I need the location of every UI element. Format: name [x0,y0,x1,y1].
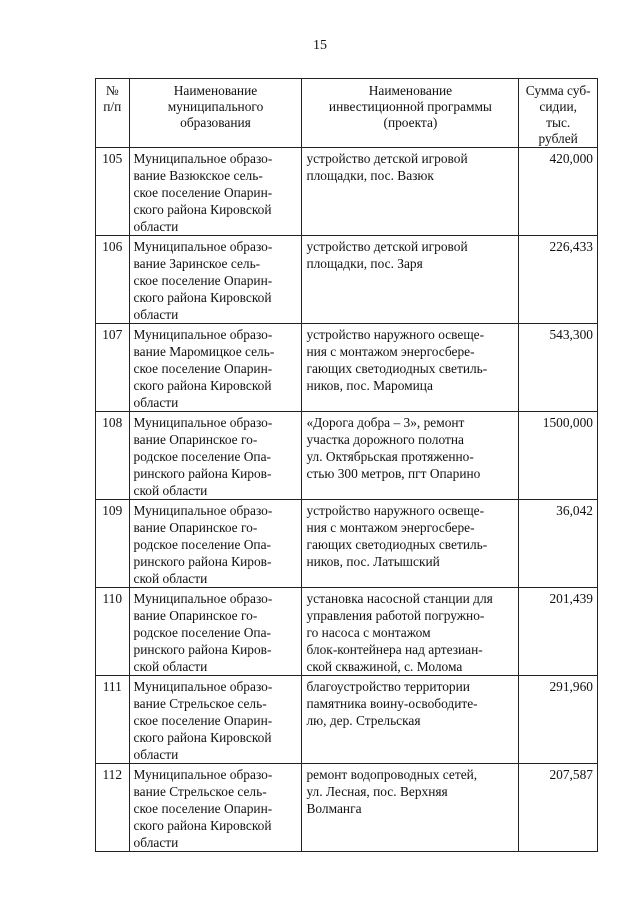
program-name: устройство наружного освеще- ния с монтажом энергосбере- гающих светодиодных светиль- ников, пос. Латышский [302,500,519,588]
page-number: 15 [313,38,327,53]
row-number: 105 [96,148,130,236]
municipality-name: Муниципальное образо- вание Маромицкое сель- ское поселение Опарин- ского района Кировской области [129,324,302,412]
program-name: установка насосной станции для управления работой погружно- го насоса с монтажом блок-контейнера над артезиан- ской скважиной, с. Молома [302,588,519,676]
municipality-name: Муниципальное образо- вание Опаринское го- родское поселение Опа- ринского района Киров- ской области [129,412,302,500]
table-row [96,148,598,236]
program-name: благоустройство территории памятника воину-освободите- лю, дер. Стрельская [302,676,519,764]
row-number: 107 [96,324,130,412]
subsidy-sum: 420,000 [519,148,598,236]
municipality-name: Муниципальное образо- вание Стрельское сель- ское поселение Опарин- ского района Кировской области [129,764,302,852]
subsidy-sum: 543,300 [519,324,598,412]
program-name: устройство детской игровой площадки, пос. Вазюк [302,148,519,236]
row-number: 109 [96,500,130,588]
row-number: 111 [96,676,130,764]
row-number: 108 [96,412,130,500]
table-row [96,324,598,412]
table-row [96,588,598,676]
municipality-name: Муниципальное образо- вание Опаринское го- родское поселение Опа- ринского района Киров- ской области [129,500,302,588]
subsidy-sum: 201,439 [519,588,598,676]
subsidy-sum: 1500,000 [519,412,598,500]
subsidy-sum: 291,960 [519,676,598,764]
row-number: 106 [96,236,130,324]
municipality-name: Муниципальное образо- вание Опаринское го- родское поселение Опа- ринского района Киров- ской области [129,588,302,676]
subsidy-sum: 226,433 [519,236,598,324]
table-row [96,500,598,588]
header-number: № п/п [96,79,130,148]
municipality-name: Муниципальное образо- вание Стрельское сель- ское поселение Опарин- ского района Кировской области [129,676,302,764]
subsidy-sum: 207,587 [519,764,598,852]
header-sum: Сумма суб- сидии, тыс. рублей [519,79,598,148]
subsidy-table [95,78,598,852]
table-row [96,236,598,324]
header-program: Наименование инвестиционной программы (проекта) [302,79,519,148]
municipality-name: Муниципальное образо- вание Вазюкское сель- ское поселение Опарин- ского района Кировской области [129,148,302,236]
header-municipality: Наименование муниципального образования [129,79,302,148]
table-row [96,412,598,500]
table-row [96,764,598,852]
program-name: «Дорога добра – 3», ремонт участка дорожного полотна ул. Октябрьская протяженно- стью 300 метров, пгт Опарино [302,412,519,500]
program-name: ремонт водопроводных сетей, ул. Лесная, пос. Верхняя Волманга [302,764,519,852]
table-header-row [96,79,598,148]
municipality-name: Муниципальное образо- вание Заринское сель- ское поселение Опарин- ского района Кировской области [129,236,302,324]
program-name: устройство детской игровой площадки, пос. Заря [302,236,519,324]
row-number: 110 [96,588,130,676]
subsidy-sum: 36,042 [519,500,598,588]
program-name: устройство наружного освеще- ния с монтажом энергосбере- гающих светодиодных светиль- ников, пос. Маромица [302,324,519,412]
row-number: 112 [96,764,130,852]
table-row [96,676,598,764]
